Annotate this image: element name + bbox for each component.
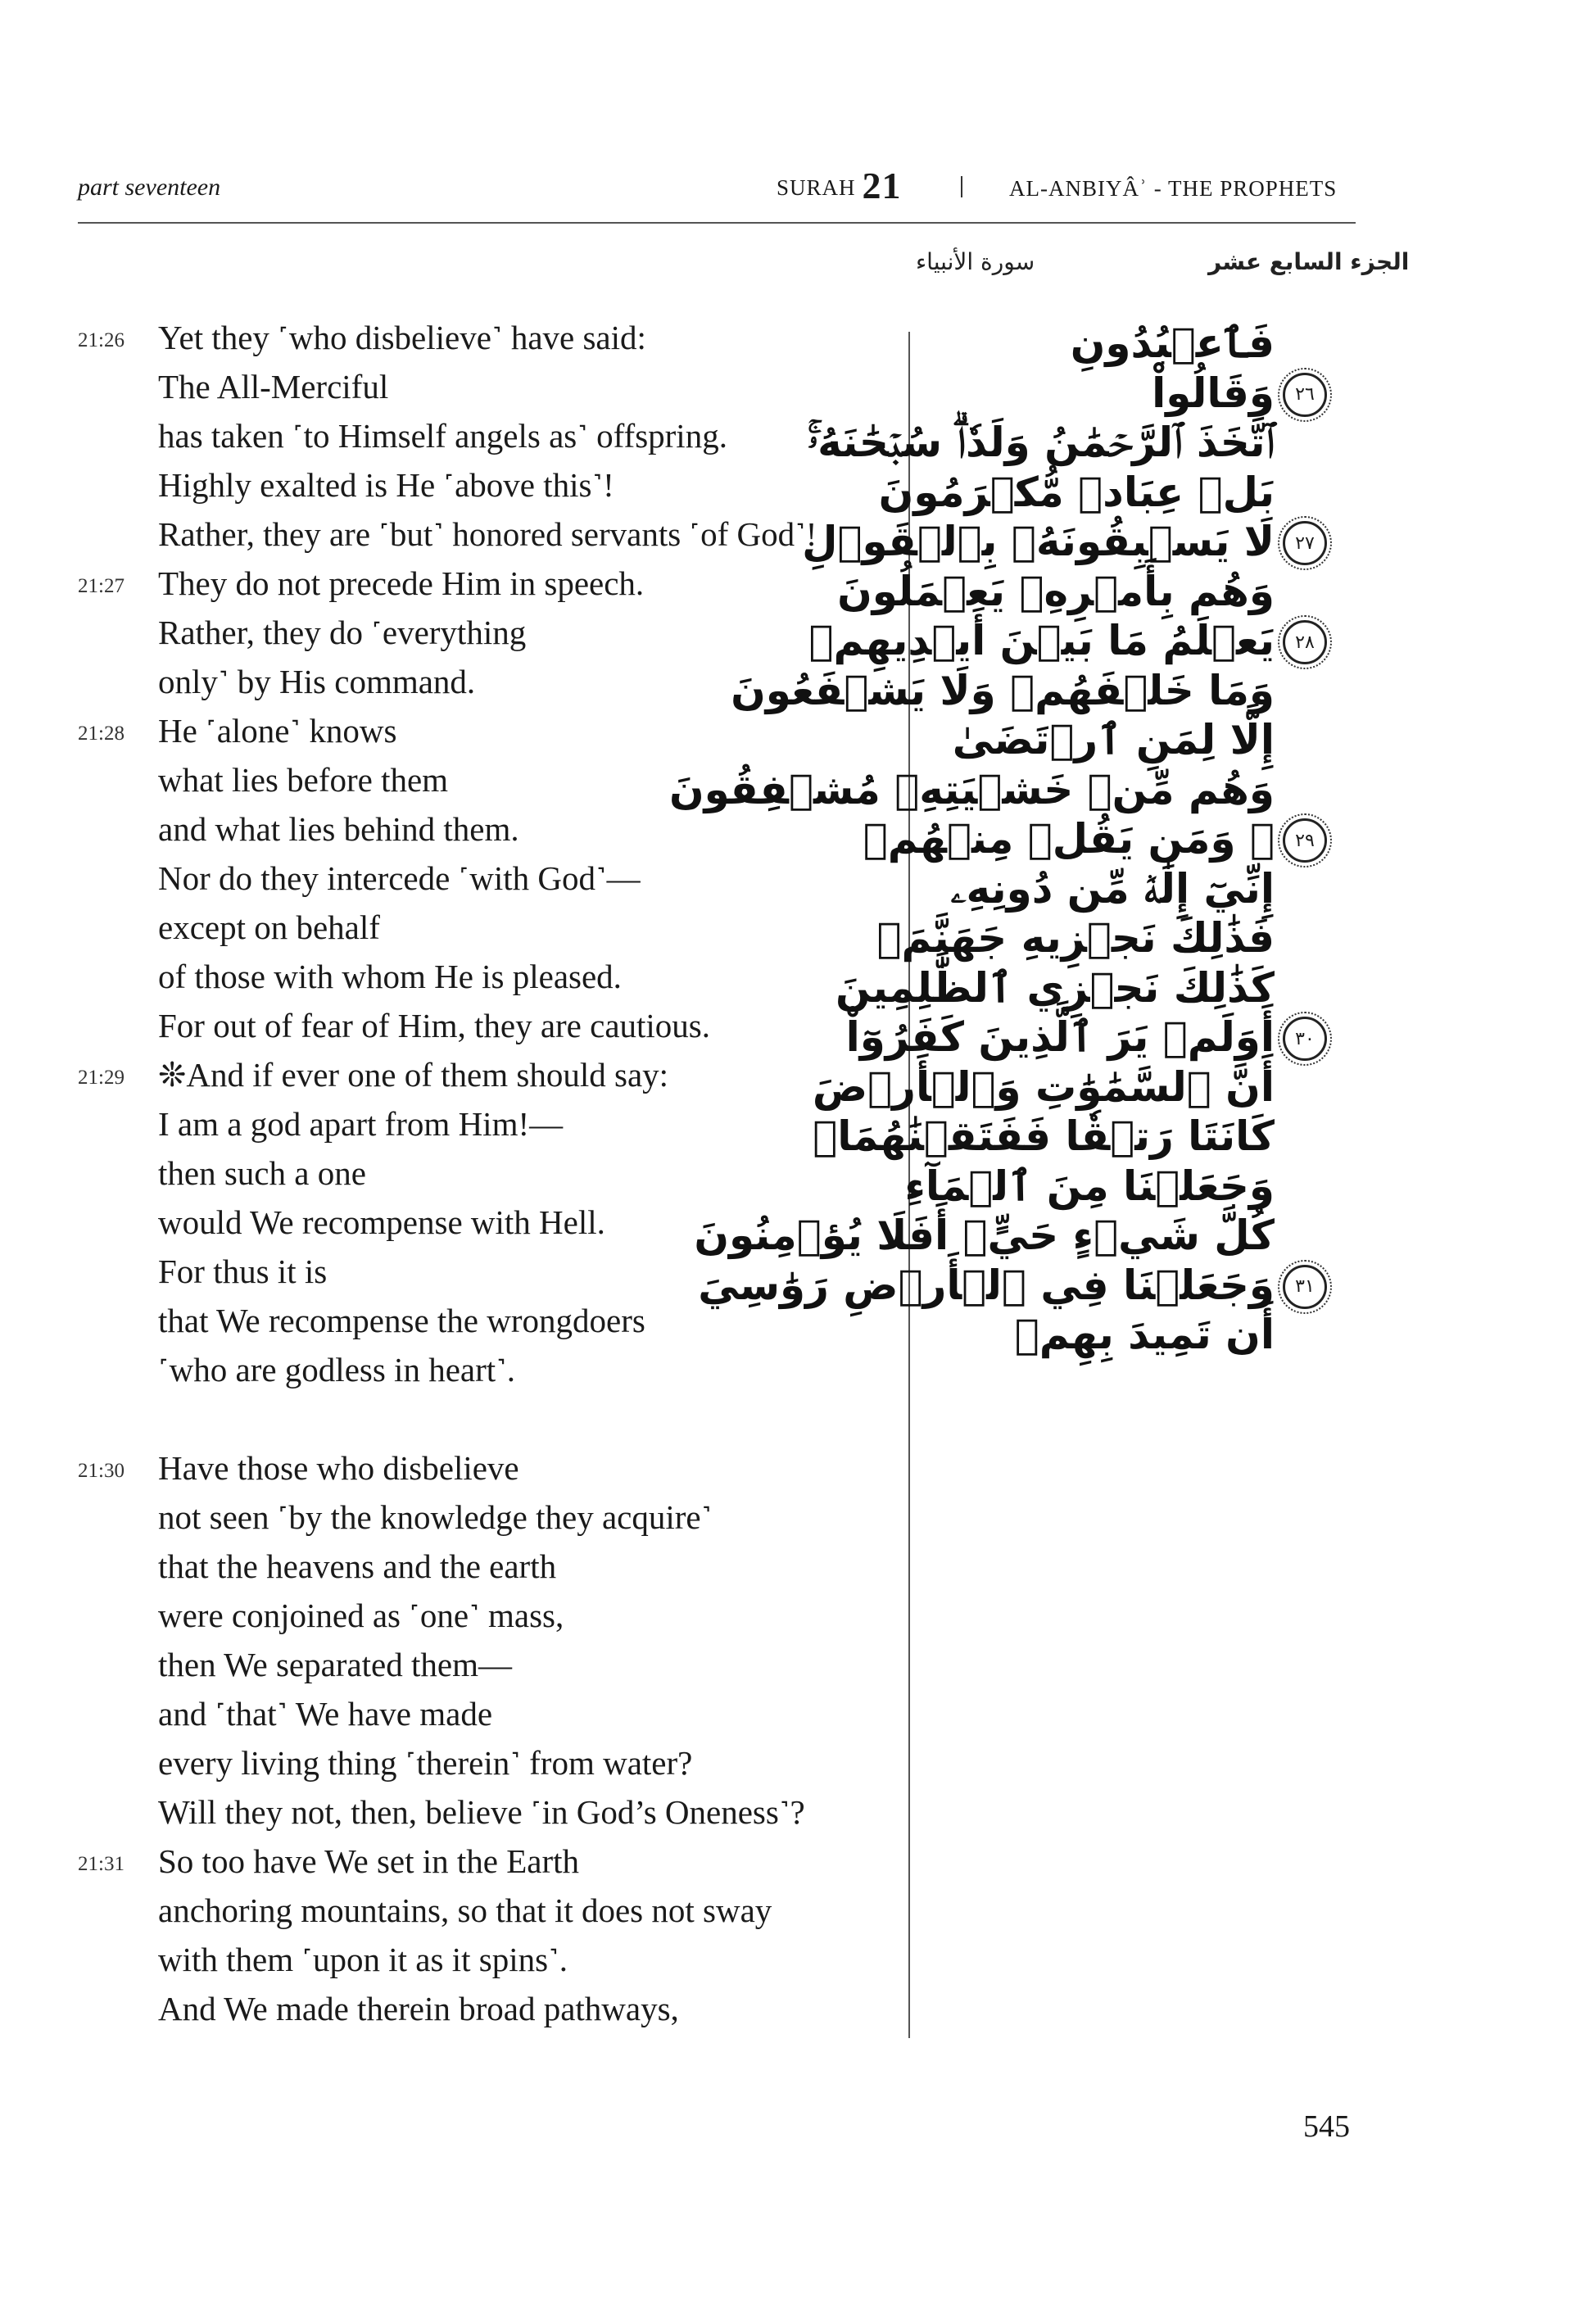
arabic-line: وَمَا خَلۡفَهُمۡ وَلَا يَشۡفَعُونَ [731,666,1275,714]
part-label: part seventeen [78,174,221,201]
arabic-line: وَقَالُواْ [1152,369,1275,417]
verse-ref: 21:26 [78,329,125,351]
arabic-surah-heading: سورة الأنبياء [916,248,1035,275]
arabic-line: كُلَّ شَيۡءٍ حَيٍّۚ أَفَلَا يُؤۡمِنُونَ [694,1212,1275,1259]
translation-line: Yet they ˹who disbelieve˺ have said: [158,319,646,356]
translation-line: then We separated them— [158,1646,512,1683]
translation-line: ˹who are godless in heart˺. [158,1351,516,1389]
verse-ref: 21:27 [78,575,125,597]
translation-line: So too have We set in the Earth [158,1842,580,1880]
ayah-number-marker: ٢٨ [1283,620,1327,664]
translation-line: The All-Merciful [158,368,389,405]
surah-title: AL-ANBIYÂʾ - THE PROPHETS [1009,176,1338,201]
arabic-line: فَذَٰلِكَ نَجۡزِيهِ جَهَنَّمَۚ [876,914,1275,962]
translation-line: not seen ˹by the knowledge they acquire˺ [158,1498,713,1536]
surah-word: SURAH [777,175,856,200]
translation-line: Rather, they are ˹but˺ honored servants ˹of God˺! [158,515,817,553]
arabic-line: أَنَّ ٱلسَّمَٰوَٰتِ وَٱلۡأَرۡضَ [812,1062,1275,1111]
translation-line: and what lies behind them. [158,810,519,848]
translation-line: every living thing ˹therein˺ from water? [158,1744,693,1782]
arabic-line: كَذَٰلِكَ نَجۡزِي ٱلظَّٰلِمِينَ [835,963,1275,1012]
arabic-line: فَٱعۡبُدُونِ [1070,319,1275,367]
arabic-line: أَوَلَمۡ يَرَ ٱلَّذِينَ كَفَرُوٓاْ [845,1013,1275,1061]
arabic-line: إِلَّا لِمَنِ ٱرۡتَضَىٰ [952,716,1275,763]
translation-line: of those with whom He is pleased. [158,958,622,995]
ayah-number-marker: ٢٩ [1283,818,1327,863]
translation-line: Nor do they intercede ˹with God˺— [158,859,641,897]
translation-line: Highly exalted is He ˹above this˺! [158,466,614,504]
arabic-line: أَن تَمِيدَ بِهِمۡ [1014,1311,1275,1358]
translation-line: I am a god apart from Him!— [158,1105,564,1143]
arabic-line: وَجَعَلۡنَا مِنَ ٱلۡمَآءِ [904,1162,1275,1210]
translation-line: that the heavens and the earth [158,1547,557,1585]
translation-line: with them ˹upon it as it spins˺. [158,1941,568,1978]
translation-line: except on behalf [158,908,380,946]
arabic-line: بَلۡ عِبَادٞ مُّكۡرَمُونَ [878,468,1275,516]
ayah-number-marker: ٢٧ [1283,521,1327,565]
translation-line: anchoring mountains, so that it does not sway [158,1891,772,1929]
translation-line: They do not precede Him in speech. [158,564,645,602]
arabic-line: كَانَتَا رَتۡقٗا فَفَتَقۡنَٰهُمَاۖ [813,1112,1275,1160]
translation-line: what lies before them [158,761,449,799]
ayah-number-marker: ٣٠ [1283,1017,1327,1061]
translation-line: For thus it is [158,1253,328,1290]
verse-ref: 21:29 [78,1067,125,1089]
translation-line: then such a one [158,1154,366,1192]
arabic-line: لَا يَسۡبِقُونَهُۥ بِٱلۡقَوۡلِ [802,518,1275,565]
translation-line: Have those who disbelieve [158,1449,519,1487]
surah-number: 21 [862,165,902,206]
translation-line: were conjoined as ˹one˺ mass, [158,1597,564,1634]
translation-line: ❊And if ever one of them should say: [158,1056,669,1094]
arabic-line: وَهُم مِّنۡ خَشۡيَتِهِۦ مُشۡفِقُونَ [668,765,1275,813]
arabic-juz-heading: الجزء السابع عشر [1208,248,1410,275]
ayah-number-marker: ٣١ [1283,1265,1327,1309]
page-number: 545 [1303,2109,1350,2144]
verse-ref: 21:30 [78,1460,125,1482]
header-separator [961,176,962,197]
arabic-line: إِنِّيٓ إِلَٰهٞ مِّن دُونِهِۦ [950,864,1275,913]
translation-line: would We recompense with Hell. [158,1203,605,1241]
translation-line: Will they not, then, believe ˹in God’s Oneness˺? [158,1793,805,1831]
arabic-line: يَعۡلَمُ مَا بَيۡنَ أَيۡدِيهِمۡ [808,617,1275,664]
ayah-number-marker: ٢٦ [1283,373,1327,417]
translation-line: only˺ by His command. [158,663,476,700]
translation-line: has taken ˹to Himself angels as˺ offspring. [158,417,727,455]
arabic-line: ٱتَّخَذَ ٱلرَّحۡمَٰنُ وَلَدٗاۗ سُبۡحَٰنَهُۥۚ [807,419,1275,466]
arabic-line: وَجَعَلۡنَا فِي ٱلۡأَرۡضِ رَوَٰسِيَ [698,1261,1275,1309]
verse-ref: 21:28 [78,723,125,745]
translation-line: Rather, they do ˹everything [158,614,527,651]
header-rule [78,222,1356,224]
verse-ref: 21:31 [78,1853,125,1875]
translation-line: and ˹that˺ We have made [158,1695,493,1733]
translation-line: And We made therein broad pathways, [158,1990,679,2027]
translation-line: that We recompense the wrongdoers [158,1302,645,1339]
surah-label [777,164,902,207]
translation-line: He ˹alone˺ knows [158,712,397,750]
arabic-line: وَهُم بِأَمۡرِهِۦ يَعۡمَلُونَ [837,567,1275,615]
arabic-line: ۞ وَمَن يَقُلۡ مِنۡهُمۡ [863,815,1275,863]
translation-line: For out of fear of Him, they are cautious. [158,1007,711,1044]
